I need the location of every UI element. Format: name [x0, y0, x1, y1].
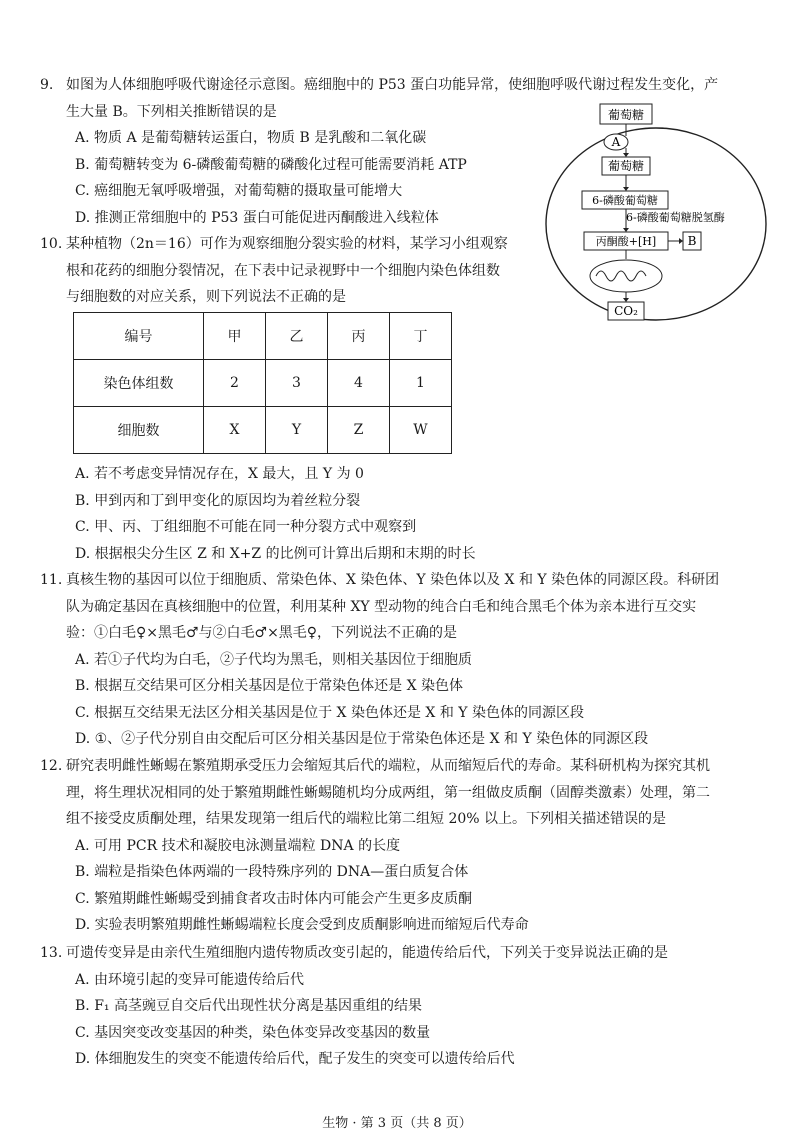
chromosome-table: [73, 312, 452, 454]
option-d: D. 体细胞发生的突变不能遗传给后代，配子发生的突变可以遗传给后代: [75, 1051, 515, 1067]
question-number: 13.: [40, 945, 63, 961]
question-stem-line: 根和花药的细胞分裂情况，在下表中记录视野中一个细胞内染色体组数: [66, 262, 500, 279]
table-cell: 2: [204, 360, 266, 407]
page-footer: 生物 · 第 3 页（共 8 页）: [322, 1116, 472, 1131]
table-row: [74, 360, 452, 407]
table-cell: 丙: [328, 313, 390, 360]
question-11: [40, 567, 754, 753]
question-stem-line: 组不接受皮质酮处理，结果发现第一组后代的端粒比第二组短 20% 以上。下列相关描述错误的是: [66, 811, 667, 827]
question-stem-line: 可遗传变异是由亲代生殖细胞内遗传物质改变引起的，能遗传给后代，下列关于变异说法正确的是: [66, 945, 668, 961]
table-cell: 染色体组数: [74, 360, 204, 407]
question-number: 11.: [40, 572, 63, 588]
option-c: C. 癌细胞无氧呼吸增强，对葡萄糖的摄取量可能增大: [75, 183, 403, 199]
table-cell: 1: [390, 360, 452, 407]
table-cell: 细胞数: [74, 407, 204, 454]
question-stem-line: 理，将生理状况相同的处于繁殖期雌性蜥蜴随机均分成两组，第一组做皮质酮（固醇类激素）处理，第二: [66, 784, 710, 801]
question-number: 12.: [40, 758, 63, 774]
question-stem-line: 某种植物（2n＝16）可作为观察细胞分裂实验的材料，某学习小组观察: [66, 236, 508, 252]
question-stem-line: 如图为人体细胞呼吸代谢途径示意图。癌细胞中的 P53 蛋白功能异常，使细胞呼吸代谢过程发生变化，产: [66, 77, 719, 93]
table-cell: W: [390, 407, 452, 454]
g6p-label: 6-磷酸葡萄糖: [592, 194, 658, 207]
option-b: B. 甲到丙和丁到甲变化的原因均为着丝粒分裂: [75, 492, 361, 509]
option-b: B. 根据互交结果可区分相关基因是位于常染色体还是 X 染色体: [75, 678, 464, 694]
question-stem-line: 生大量 B。下列相关推断错误的是: [66, 103, 277, 120]
arrow-head: [623, 187, 629, 191]
table-cell: 4: [328, 360, 390, 407]
question-10-options: [40, 461, 754, 567]
question-number: 9.: [40, 77, 54, 93]
table-cell: X: [204, 407, 266, 454]
option-a: A. 由环境引起的变异可能遗传给后代: [75, 971, 305, 988]
option-a: A. 可用 PCR 技术和凝胶电泳测量端粒 DNA 的长度: [75, 837, 401, 854]
option-a: A. 物质 A 是葡萄糖转运蛋白，物质 B 是乳酸和二氧化碳: [75, 130, 427, 146]
question-stem-line: 验：①白毛♀×黑毛♂与②白毛♂×黑毛♀，下列说法不正确的是: [66, 625, 458, 641]
question-stem-line: 真核生物的基因可以位于细胞质、常染色体、X 染色体、Y 染色体以及 X 和 Y 染色体的同源区段。科研团: [66, 572, 720, 588]
question-10: [40, 231, 754, 311]
option-a: A. 若①子代均为白毛，②子代均为黑毛，则相关基因位于细胞质: [75, 651, 473, 668]
table-row: [74, 407, 452, 454]
option-d: D. 推测正常细胞中的 P53 蛋白可能促进丙酮酸进入线粒体: [75, 209, 439, 226]
option-d: D. 根据根尖分生区 Z 和 X+Z 的比例可计算出后期和末期的时长: [75, 545, 476, 562]
arrow-head: [623, 153, 629, 157]
question-stem-line: 与细胞数的对应关系，则下列说法不正确的是: [66, 289, 346, 305]
transporter-a-label: A: [611, 135, 621, 149]
option-b: B. F₁ 高茎豌豆自交后代出现性状分离是基因重组的结果: [75, 998, 422, 1014]
co2-label: CO₂: [614, 304, 638, 318]
option-c: C. 繁殖期雌性蜥蜴受到捕食者攻击时体内可能会产生更多皮质酮: [75, 890, 473, 907]
option-d: D. 实验表明繁殖期雌性蜥蜴端粒长度会受到皮质酮影响进而缩短后代寿命: [75, 917, 529, 933]
option-c: C. 根据互交结果无法区分相关基因是位于 X 染色体还是 X 和 Y 染色体的同源区段: [75, 704, 584, 721]
table-cell: 编号: [74, 313, 204, 360]
table-cell: Y: [266, 407, 328, 454]
option-a: A. 若不考虑变异情况存在，X 最大，且 Y 为 0: [75, 466, 364, 482]
question-stem-line: 研究表明雌性蜥蜴在繁殖期承受压力会缩短其后代的端粒，从而缩短后代的寿命。某科研机构为探究其机: [66, 758, 710, 774]
pyruvate-label: 丙酮酸+[H]: [595, 235, 657, 248]
product-b-label: B: [687, 234, 697, 248]
question-number: 10.: [40, 236, 63, 252]
table-cell: 丁: [390, 313, 452, 360]
table-cell: Z: [328, 407, 390, 454]
option-c: C. 基因突变改变基因的种类，染色体变异改变基因的数量: [75, 1024, 431, 1041]
table-cell: 3: [266, 360, 328, 407]
question-stem-line: 队为确定基因在真核细胞中的位置，利用某种 XY 型动物的纯合白毛和纯合黑毛个体为亲本进行互交实: [66, 598, 697, 615]
option-d: D. ①、②子代分别自由交配后可区分相关基因是位于常染色体还是 X 和 Y 染色体的同源区段: [75, 731, 649, 747]
table-header-row: [74, 313, 452, 360]
table-cell: 甲: [204, 313, 266, 360]
question-12: [40, 753, 754, 939]
table-cell: 乙: [266, 313, 328, 360]
glucose-outside-label: 葡萄糖: [607, 108, 645, 122]
option-b: B. 端粒是指染色体两端的一段特殊序列的 DNA—蛋白质复合体: [75, 864, 469, 880]
question-13: [40, 940, 754, 1073]
enzyme-label: 6-磷酸葡萄糖脱氢酶: [626, 211, 725, 224]
option-c: C. 甲、丙、丁组细胞不可能在同一种分裂方式中观察到: [75, 519, 417, 535]
option-b: B. 葡萄糖转变为 6-磷酸葡萄糖的磷酸化过程可能需要消耗 ATP: [75, 156, 467, 173]
glucose-inside-label: 葡萄糖: [607, 159, 645, 173]
